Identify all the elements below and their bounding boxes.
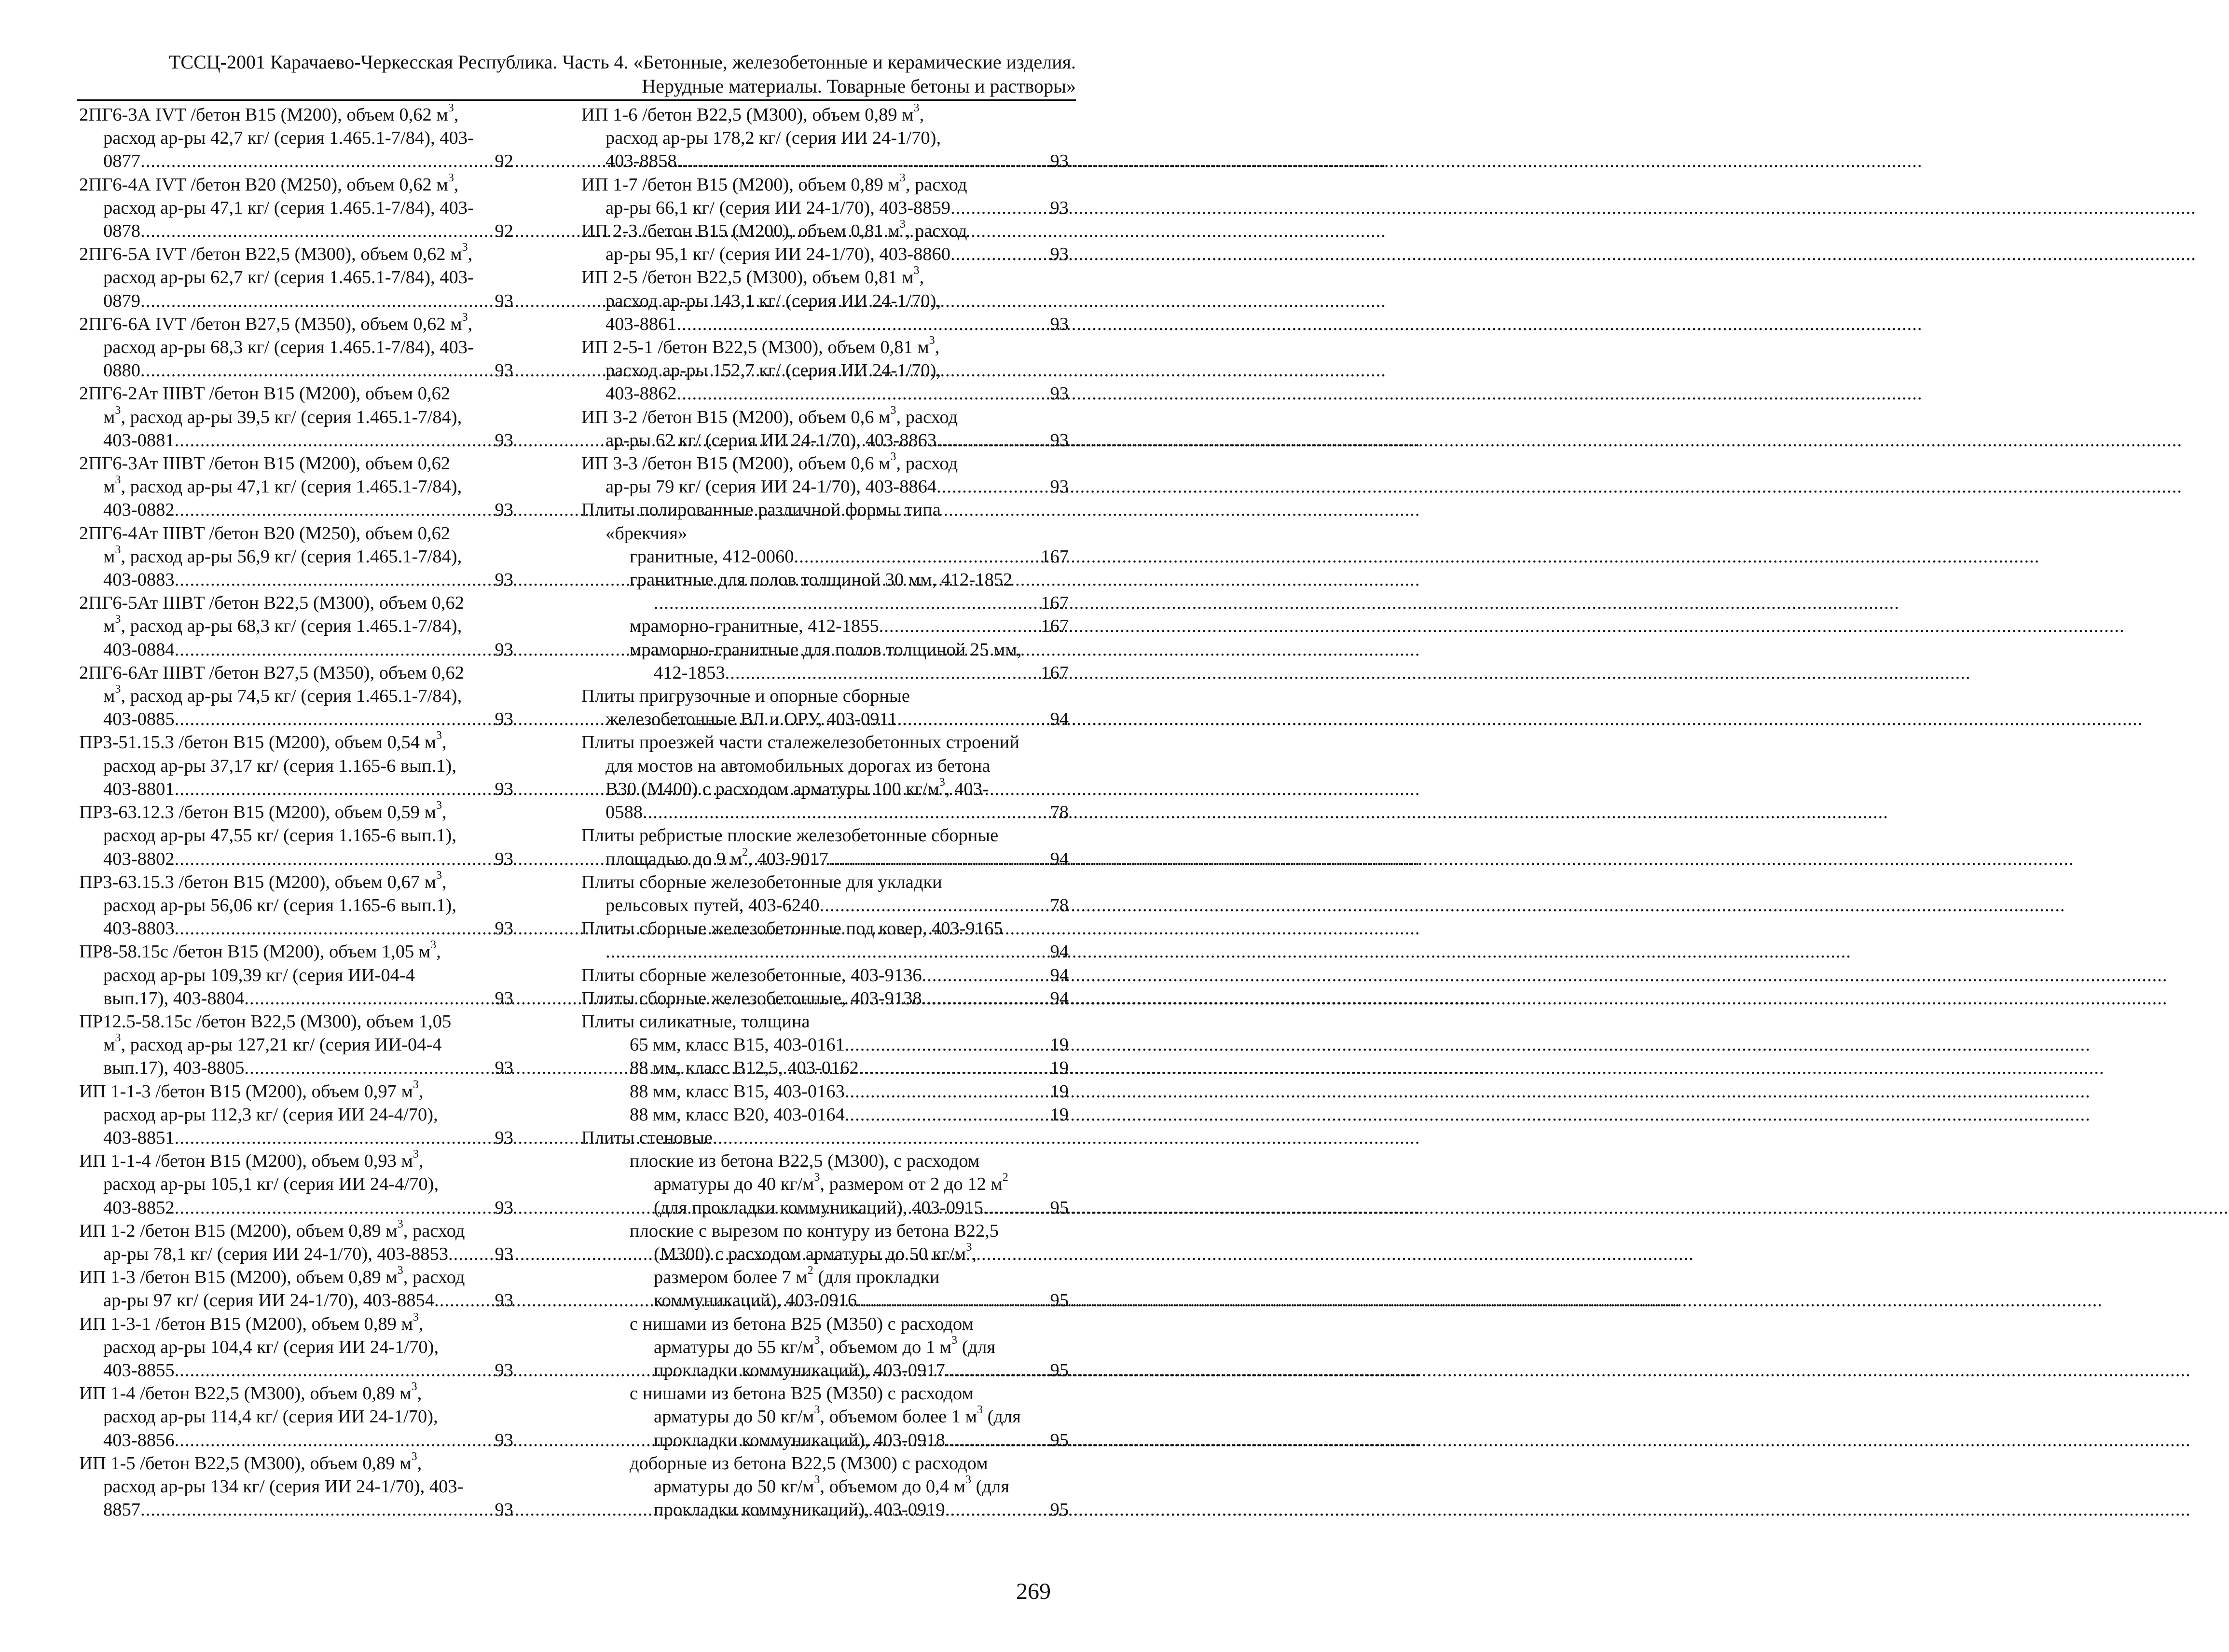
page-ref: 93 <box>495 570 513 590</box>
index-entry: ИП 1-4 /бетон B22,5 (M300), объем 0,89 $м^3$, расход ар-ры 114,4 кг/ (серия ИИ 24-1/70), 403-8856 ..... 93 <box>79 1382 513 1452</box>
dot-leader <box>605 940 1050 963</box>
index-entry: 2ПГ6-3А IVT /бетон B15 (M200), объем 0,62 $м^3$, расход ар-ры 42,7 кг/ (серия 1.465.1-7/84), 403- 0877 ..... 92 <box>79 103 513 173</box>
index-entry: 2ПГ6-3Ат IIIBT /бетон B15 (M200), объем 0,62 $м^3$, расход ар-ры 47,1 кг/ (серия 1.465.1-7/84), 403-0882 ..... 93 <box>79 452 513 522</box>
dot-leader <box>794 545 1041 568</box>
page-ref: 95 <box>1050 1430 1069 1450</box>
dot-leader <box>983 1196 1050 1219</box>
index-subentry: 65 мм, класс B15, 403-0161 ..... 19 <box>581 1033 1069 1056</box>
page-ref: 93 <box>495 500 513 520</box>
index-entry: Плиты пригрузочные и опорные сборные железобетонные ВЛ и ОРУ, 403-0911 ..... 94 <box>581 684 1069 731</box>
dot-leader <box>936 475 1050 498</box>
index-entry: Плиты сборные железобетонные, 403-9136 ..... 94 <box>581 964 1069 987</box>
index-heading: Плиты стеновые <box>581 1127 713 1148</box>
page-ref: 93 <box>1050 244 1069 265</box>
dot-leader <box>175 847 495 871</box>
index-entry: Плиты сборные железобетонные, 403-9138 ..... 94 <box>581 987 1069 1010</box>
dot-leader <box>950 243 1050 266</box>
index-entry: ИП 2-5 /бетон B22,5 (M300), объем 0,81 $м^3$, расход ар-ры 143,1 кг/ (серия ИИ 24-1/70), 403-8861 ..... 93 <box>581 266 1069 336</box>
page-header <box>77 50 1076 98</box>
page-ref: 93 <box>495 1058 513 1079</box>
page-ref: 93 <box>495 848 513 869</box>
index-subentry: 88 мм, класс B15, 403-0163 ..... 19 <box>581 1080 1069 1103</box>
dot-leader <box>175 708 495 731</box>
page-ref: 167 <box>1041 546 1069 567</box>
dot-leader <box>448 1242 495 1266</box>
index-entry: 2ПГ6-5А IVT /бетон B22,5 (M300), объем 0,62 $м^3$, расход ар-ры 62,7 кг/ (серия 1.465.1-7/84), 403- 0879 ..... 93 <box>79 243 513 313</box>
dot-leader <box>434 1289 495 1312</box>
dot-leader <box>725 661 1041 684</box>
page-ref: 93 <box>1050 197 1069 218</box>
index-entry: ПР3-63.12.3 /бетон B15 (M200), объем 0,59 $м^3$, расход ар-ры 47,55 кг/ (серия 1.165-6 вып.1), 403-8802 ..... 93 <box>79 801 513 871</box>
dot-leader <box>922 987 1050 1010</box>
page-ref: 78 <box>1050 895 1069 915</box>
dot-leader <box>857 1289 1050 1312</box>
index-entry: ПР12.5-58.15с /бетон B22,5 (M300), объем 1,05 $м^3$, расход ар-ры 127,21 кг/ (серия ИИ-04-4 вып.17), 403-8805 ..... 93 <box>79 1010 513 1080</box>
index-entry: ИП 1-3-1 /бетон B15 (M200), объем 0,89 $м^3$, расход ар-ры 104,4 кг/ (серия ИИ 24-1/70), 403-8855 ..... 93 <box>79 1312 513 1382</box>
page-ref: 19 <box>1050 1035 1069 1055</box>
page-ref: 95 <box>1050 1290 1069 1311</box>
page-ref: 78 <box>1050 802 1069 823</box>
dot-leader <box>140 289 495 313</box>
page-ref: 19 <box>1050 1104 1069 1125</box>
index-entry: 2ПГ6-4А IVT /бетон B20 (M250), объем 0,62 $м^3$, расход ар-ры 47,1 кг/ (серия 1.465.1-7/84), 403- 0878 ..... 92 <box>79 173 513 243</box>
page-ref: 93 <box>495 1500 513 1520</box>
dot-leader <box>922 964 1050 987</box>
index-entry: ИП 1-7 /бетон B15 (M200), объем 0,89 $м^3$, расход ар-ры 66,1 кг/ (серия ИИ 24-1/70), 403-8859 ..... 93 <box>581 173 1069 219</box>
page-ref: 93 <box>1050 383 1069 404</box>
index-subentry: плоские с вырезом по контуру из бетона B22,5 (M300) с расходом арматуры до 50 $кг/м^3$, размером более 7 $м^2$ (для прокладки коммуникаций), 403-0916 ..... 95 <box>581 1219 1069 1312</box>
dot-leader <box>677 150 1050 173</box>
page-ref: 93 <box>495 1127 513 1148</box>
index-entry: ПР3-51.15.3 /бетон B15 (M200), объем 0,54 $м^3$, расход ар-ры 37,17 кг/ (серия 1.165-6 вып.1), 403-8801 ..... 93 <box>79 731 513 801</box>
index-entry: ИП 1-1-3 /бетон B15 (M200), объем 0,97 $м^3$, расход ар-ры 112,3 кг/ (серия ИИ 24-4/70), 403-8851 ..... 93 <box>79 1080 513 1150</box>
page-ref: 95 <box>1050 1500 1069 1520</box>
index-column-left <box>79 103 513 1521</box>
dot-leader <box>945 1429 1050 1452</box>
page-ref: 92 <box>495 151 513 172</box>
dot-leader <box>140 359 495 382</box>
page-ref: 93 <box>495 290 513 311</box>
page-ref: 92 <box>495 221 513 242</box>
dot-leader <box>845 1103 1050 1126</box>
dot-leader <box>879 614 1041 638</box>
index-entry: Плиты проезжей части сталежелезобетонных строений для мостов на автомобильных дорогах из бетона B30 (M400) с расходом арматуры 100 $кг/м^3$, 403- 0588 ..... 78 <box>581 731 1069 824</box>
index-heading: Плиты полированные различной формы типа «брекчия» <box>581 500 941 544</box>
dot-leader <box>175 498 495 521</box>
index-subentry: гранитные для полов толщиной 30 мм, 412-1852 ..... 167 <box>581 568 1069 614</box>
index-subentry: гранитные, 412-0060 ..... 167 <box>581 545 1069 568</box>
page-ref: 94 <box>1050 942 1069 962</box>
index-entry: 2ПГ6-4Ат IIIBT /бетон B20 (M250), объем 0,62 $м^3$, расход ар-ры 56,9 кг/ (серия 1.465.1-7/84), 403-0883 ..... 93 <box>79 522 513 592</box>
page-number: 269 <box>1016 1579 1051 1604</box>
page-ref: 93 <box>1050 151 1069 172</box>
dot-leader <box>677 313 1050 336</box>
index-column-right <box>581 103 1069 1521</box>
page-ref: 19 <box>1050 1058 1069 1079</box>
index-entry: ПР8-58.15с /бетон B15 (M200), объем 1,05 $м^3$, расход ар-ры 109,39 кг/ (серия ИИ-04-4 вып.17), 403-8804 ..... 93 <box>79 940 513 1010</box>
page-ref: 93 <box>1050 430 1069 451</box>
dot-leader <box>654 591 1041 614</box>
index-entry: Плиты сборные железобетонные для укладки рельсовых путей, 403-6240 ..... 78 <box>581 871 1069 917</box>
page-ref: 167 <box>1041 616 1069 637</box>
index-entry: ИП 3-2 /бетон B15 (M200), объем 0,6 $м^3$, расход ар-ры 62 кг/ (серия ИИ 24-1/70), 403-8863 ..... 93 <box>581 406 1069 452</box>
dot-leader <box>175 429 495 452</box>
dot-leader <box>244 987 495 1010</box>
index-entry: 2ПГ6-6Ат IIIBT /бетон B27,5 (M350), объем 0,62 $м^3$, расход ар-ры 74,5 кг/ (серия 1.465.1-7/84), 403-0885 ..... 93 <box>79 661 513 731</box>
page-ref: 95 <box>1050 1197 1069 1218</box>
dot-leader <box>175 917 495 940</box>
dot-leader <box>175 1359 495 1382</box>
page-ref: 93 <box>495 988 513 1009</box>
index-subentry: с нишами из бетона B25 (M350) с расходом арматуры до 55 $кг/м^3$, объемом до 1 $м^3$ (для прокладки коммуникаций), 403-0917 ..... 95 <box>581 1312 1069 1382</box>
page-ref: 93 <box>495 778 513 799</box>
index-entry: 2ПГ6-2Ат IIIBT /бетон B15 (M200), объем 0,62 $м^3$, расход ар-ры 39,5 кг/ (серия 1.465.1-7/84), 403-0881 ..... 93 <box>79 382 513 452</box>
index-entry: ИП 1-2 /бетон B15 (M200), объем 0,89 $м^3$, расход ар-ры 78,1 кг/ (серия ИИ 24-1/70), 403-8853 ..... 93 <box>79 1219 513 1266</box>
index-subentry: 88 мм, класс B12,5, 403-0162 ..... 19 <box>581 1056 1069 1079</box>
page-ref: 93 <box>495 1243 513 1264</box>
dot-leader <box>936 429 1050 452</box>
index-entry: Плиты сборные железобетонные под ковер, 403-9165 ..... 94 <box>581 917 1069 963</box>
index-entry: ИП 1-6 /бетон B22,5 (M300), объем 0,89 $м^3$, расход ар-ры 178,2 кг/ (серия ИИ 24-1/70), 403-8858 ..... 93 <box>581 103 1069 173</box>
dot-leader <box>677 382 1050 405</box>
dot-leader <box>244 1056 495 1079</box>
page-ref: 93 <box>495 1430 513 1450</box>
index-subentry: плоские из бетона B22,5 (M300), с расходом арматуры до 40 $кг/м^3$, размером от 2 до 12 $м^2$ (для прокладки коммуникаций), 403-0915 ..... 95 <box>581 1149 1069 1219</box>
page-ref: 19 <box>1050 1081 1069 1102</box>
page-ref: 93 <box>495 709 513 730</box>
dot-leader <box>175 1196 495 1219</box>
index-subentry: мраморно-гранитные для полов толщиной 25 мм, 412-1853 ..... 167 <box>581 638 1069 684</box>
dot-leader <box>828 847 1050 871</box>
page-ref: 94 <box>1050 848 1069 869</box>
index-entry: Плиты ребристые плоские железобетонные сборные площадью до 9 $м^2$, 403-9017 ..... 94 <box>581 824 1069 870</box>
dot-leader <box>175 1429 495 1452</box>
dot-leader <box>140 1498 495 1521</box>
page-ref: 93 <box>495 1197 513 1218</box>
dot-leader <box>945 1498 1050 1521</box>
index-entry: ИП 1-1-4 /бетон B15 (M200), объем 0,93 $м^3$, расход ар-ры 105,1 кг/ (серия ИИ 24-4/70), 403-8852 ..... 93 <box>79 1149 513 1219</box>
index-entry: ИП 1-3 /бетон B15 (M200), объем 0,89 $м^3$, расход ар-ры 97 кг/ (серия ИИ 24-1/70), 403-8854 ..... 93 <box>79 1266 513 1312</box>
index-entry: ИП 3-3 /бетон B15 (M200), объем 0,6 $м^3$, расход ар-ры 79 кг/ (серия ИИ 24-1/70), 403-8864 ..... 93 <box>581 452 1069 498</box>
page-ref: 94 <box>1050 965 1069 985</box>
page-ref: 167 <box>1041 662 1069 683</box>
index-entry: ИП 1-5 /бетон B22,5 (M300), объем 0,89 $м^3$, расход ар-ры 134 кг/ (серия ИИ 24-1/70), 403- 8857 ..... 93 <box>79 1452 513 1522</box>
page-ref: 95 <box>1050 1360 1069 1380</box>
header-line-1: ТССЦ-2001 Карачаево-Черкесская Республика. Часть 4. «Бетонные, железобетонные и керамические изделия. <box>168 51 1076 73</box>
page-ref: 93 <box>495 639 513 660</box>
dot-leader <box>845 1033 1050 1056</box>
index-entry: ИП 2-3 /бетон B15 (M200), объем 0,81 $м^3$, расход ар-ры 95,1 кг/ (серия ИИ 24-1/70), 403-8860 ..... 93 <box>581 219 1069 266</box>
index-subentry: 88 мм, класс B20, 403-0164 ..... 19 <box>581 1103 1069 1126</box>
page-ref: 93 <box>495 1290 513 1311</box>
index-subentry: доборные из бетона B22,5 (M300) с расходом арматуры до 50 $кг/м^3$, объемом до 0,4 $м^3$ (для прокладки коммуникаций), 403-0919 ..... 95 <box>581 1452 1069 1522</box>
index-entry: ИП 2-5-1 /бетон B22,5 (M300), объем 0,81 $м^3$, расход ар-ры 152,7 кг/ (серия ИИ 24-1/70), 403-8862 ..... 93 <box>581 336 1069 406</box>
index-entry: ПР3-63.15.3 /бетон B15 (M200), объем 0,67 $м^3$, расход ар-ры 56,06 кг/ (серия 1.165-6 вып.1), 403-8803 ..... 93 <box>79 871 513 941</box>
page-ref: 167 <box>1041 593 1069 614</box>
page-ref: 93 <box>495 430 513 451</box>
dot-leader <box>140 219 495 243</box>
dot-leader <box>175 638 495 661</box>
page-ref: 94 <box>1050 709 1069 730</box>
dot-leader <box>950 196 1050 219</box>
dot-leader <box>643 801 1050 824</box>
header-divider <box>77 99 1076 101</box>
page-ref: 93 <box>1050 314 1069 334</box>
index-subentry: мраморно-гранитные, 412-1855 ..... 167 <box>581 614 1069 638</box>
dot-leader <box>175 1126 495 1149</box>
page-ref: 93 <box>495 918 513 939</box>
page-ref: 93 <box>495 1360 513 1380</box>
dot-leader <box>175 778 495 801</box>
index-entry: 2ПГ6-5Ат IIIBT /бетон B22,5 (M300), объем 0,62 $м^3$, расход ар-ры 68,3 кг/ (серия 1.465.1-7/84), 403-0884 ..... 93 <box>79 591 513 661</box>
page-ref: 94 <box>1050 988 1069 1009</box>
dot-leader <box>945 1359 1050 1382</box>
header-line-2: Нерудные материалы. Товарные бетоны и растворы» <box>642 75 1076 97</box>
index-entry: 2ПГ6-6А IVT /бетон B27,5 (M350), объем 0,62 $м^3$, расход ар-ры 68,3 кг/ (серия 1.465.1-7/84), 403- 0880 ..... 93 <box>79 313 513 382</box>
page-ref: 93 <box>495 360 513 381</box>
dot-leader <box>845 1080 1050 1103</box>
index-heading: Плиты силикатные, толщина <box>581 1011 810 1032</box>
dot-leader <box>175 568 495 591</box>
dot-leader <box>820 894 1050 917</box>
dot-leader <box>140 150 495 173</box>
dot-leader <box>859 1056 1050 1079</box>
page-ref: 93 <box>1050 477 1069 497</box>
dot-leader <box>897 708 1050 731</box>
index-subentry: с нишами из бетона B25 (M350) с расходом арматуры до 50 $кг/м^3$, объемом более 1 $м^3$ (для прокладки коммуникаций), 403-0918 ..... 95 <box>581 1382 1069 1452</box>
